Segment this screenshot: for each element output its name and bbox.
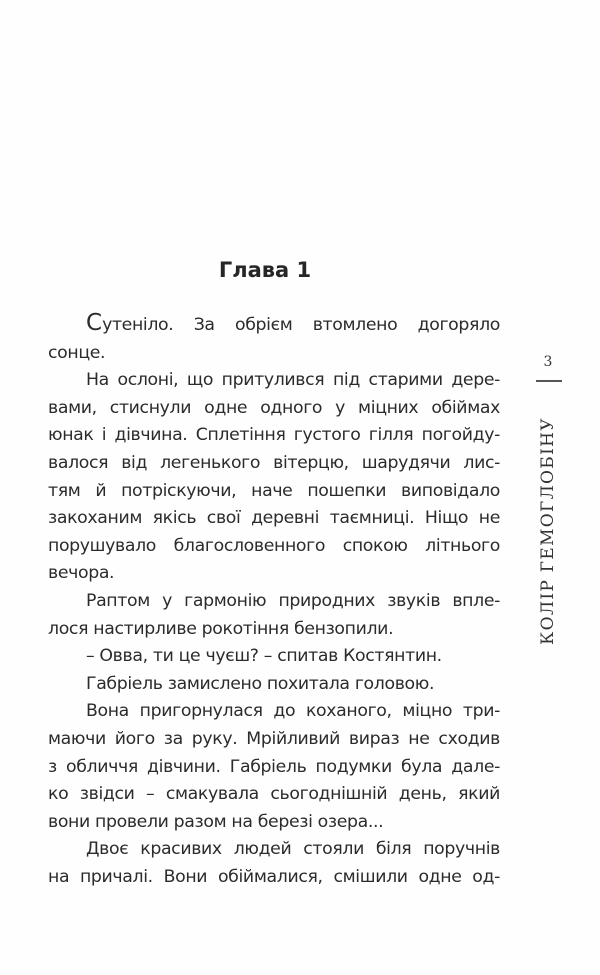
text-line: тям й потріскуючи, наче пошепки виповідало (48, 480, 500, 501)
text-line: Вона пригорнулася до коханого, міцно три- (86, 701, 500, 722)
text-line: валося від легенького вітерцю, шарудячи лис- (48, 452, 500, 473)
text-line: Сутеніло. За обрієм втомлено догоряло (86, 310, 500, 336)
text-line: Двоє красивих людей стояли біля поручнів (86, 839, 500, 860)
text-line: лося настирливе рокотіння бензопили. (48, 618, 394, 639)
text-line: На ослоні, що притулився під старими дере- (86, 370, 500, 391)
text-line: – Овва, ти це чуєш? – спитав Костянтин. (86, 646, 442, 667)
running-head (528, 350, 568, 670)
book-title-vertical: КОЛІР ГЕМОГЛОБІНУ (538, 417, 558, 645)
initial-letter: С (86, 310, 103, 336)
text-line: з обличчя дівчини. Габріель подумки була дале- (48, 756, 500, 777)
text-line: сонце. (48, 342, 106, 363)
text-line: ко звідси – смакувала сьогоднішній день, який (48, 784, 500, 805)
text-line: Габріель замислено похитала головою. (86, 673, 435, 694)
text-line: юнак і дівчина. Сплетіння густого гілля погойду- (48, 425, 500, 446)
text-line: на причалі. Вони обіймалися, смішили одне од- (48, 866, 500, 887)
page-number: 3 (543, 354, 553, 370)
folio-divider (536, 380, 562, 382)
text-line: вечора. (48, 563, 115, 584)
text-line: Раптом у гармонію природних звуків впле- (86, 590, 500, 611)
text-line: вами, стиснули одне одного у міцних обіймах (48, 397, 500, 418)
text-line: порушувало благословенного спокою літнього (48, 535, 500, 556)
chapter-body-text (48, 312, 500, 891)
text-line: маючи його за руку. Мрійливий вираз не сходив (48, 728, 500, 749)
text-line: вони провели разом на березі озера... (48, 811, 384, 832)
chapter-title: Глава 1 (218, 258, 312, 282)
text-line: закоханим якісь свої деревні таємниці. Ніщо не (48, 508, 500, 529)
